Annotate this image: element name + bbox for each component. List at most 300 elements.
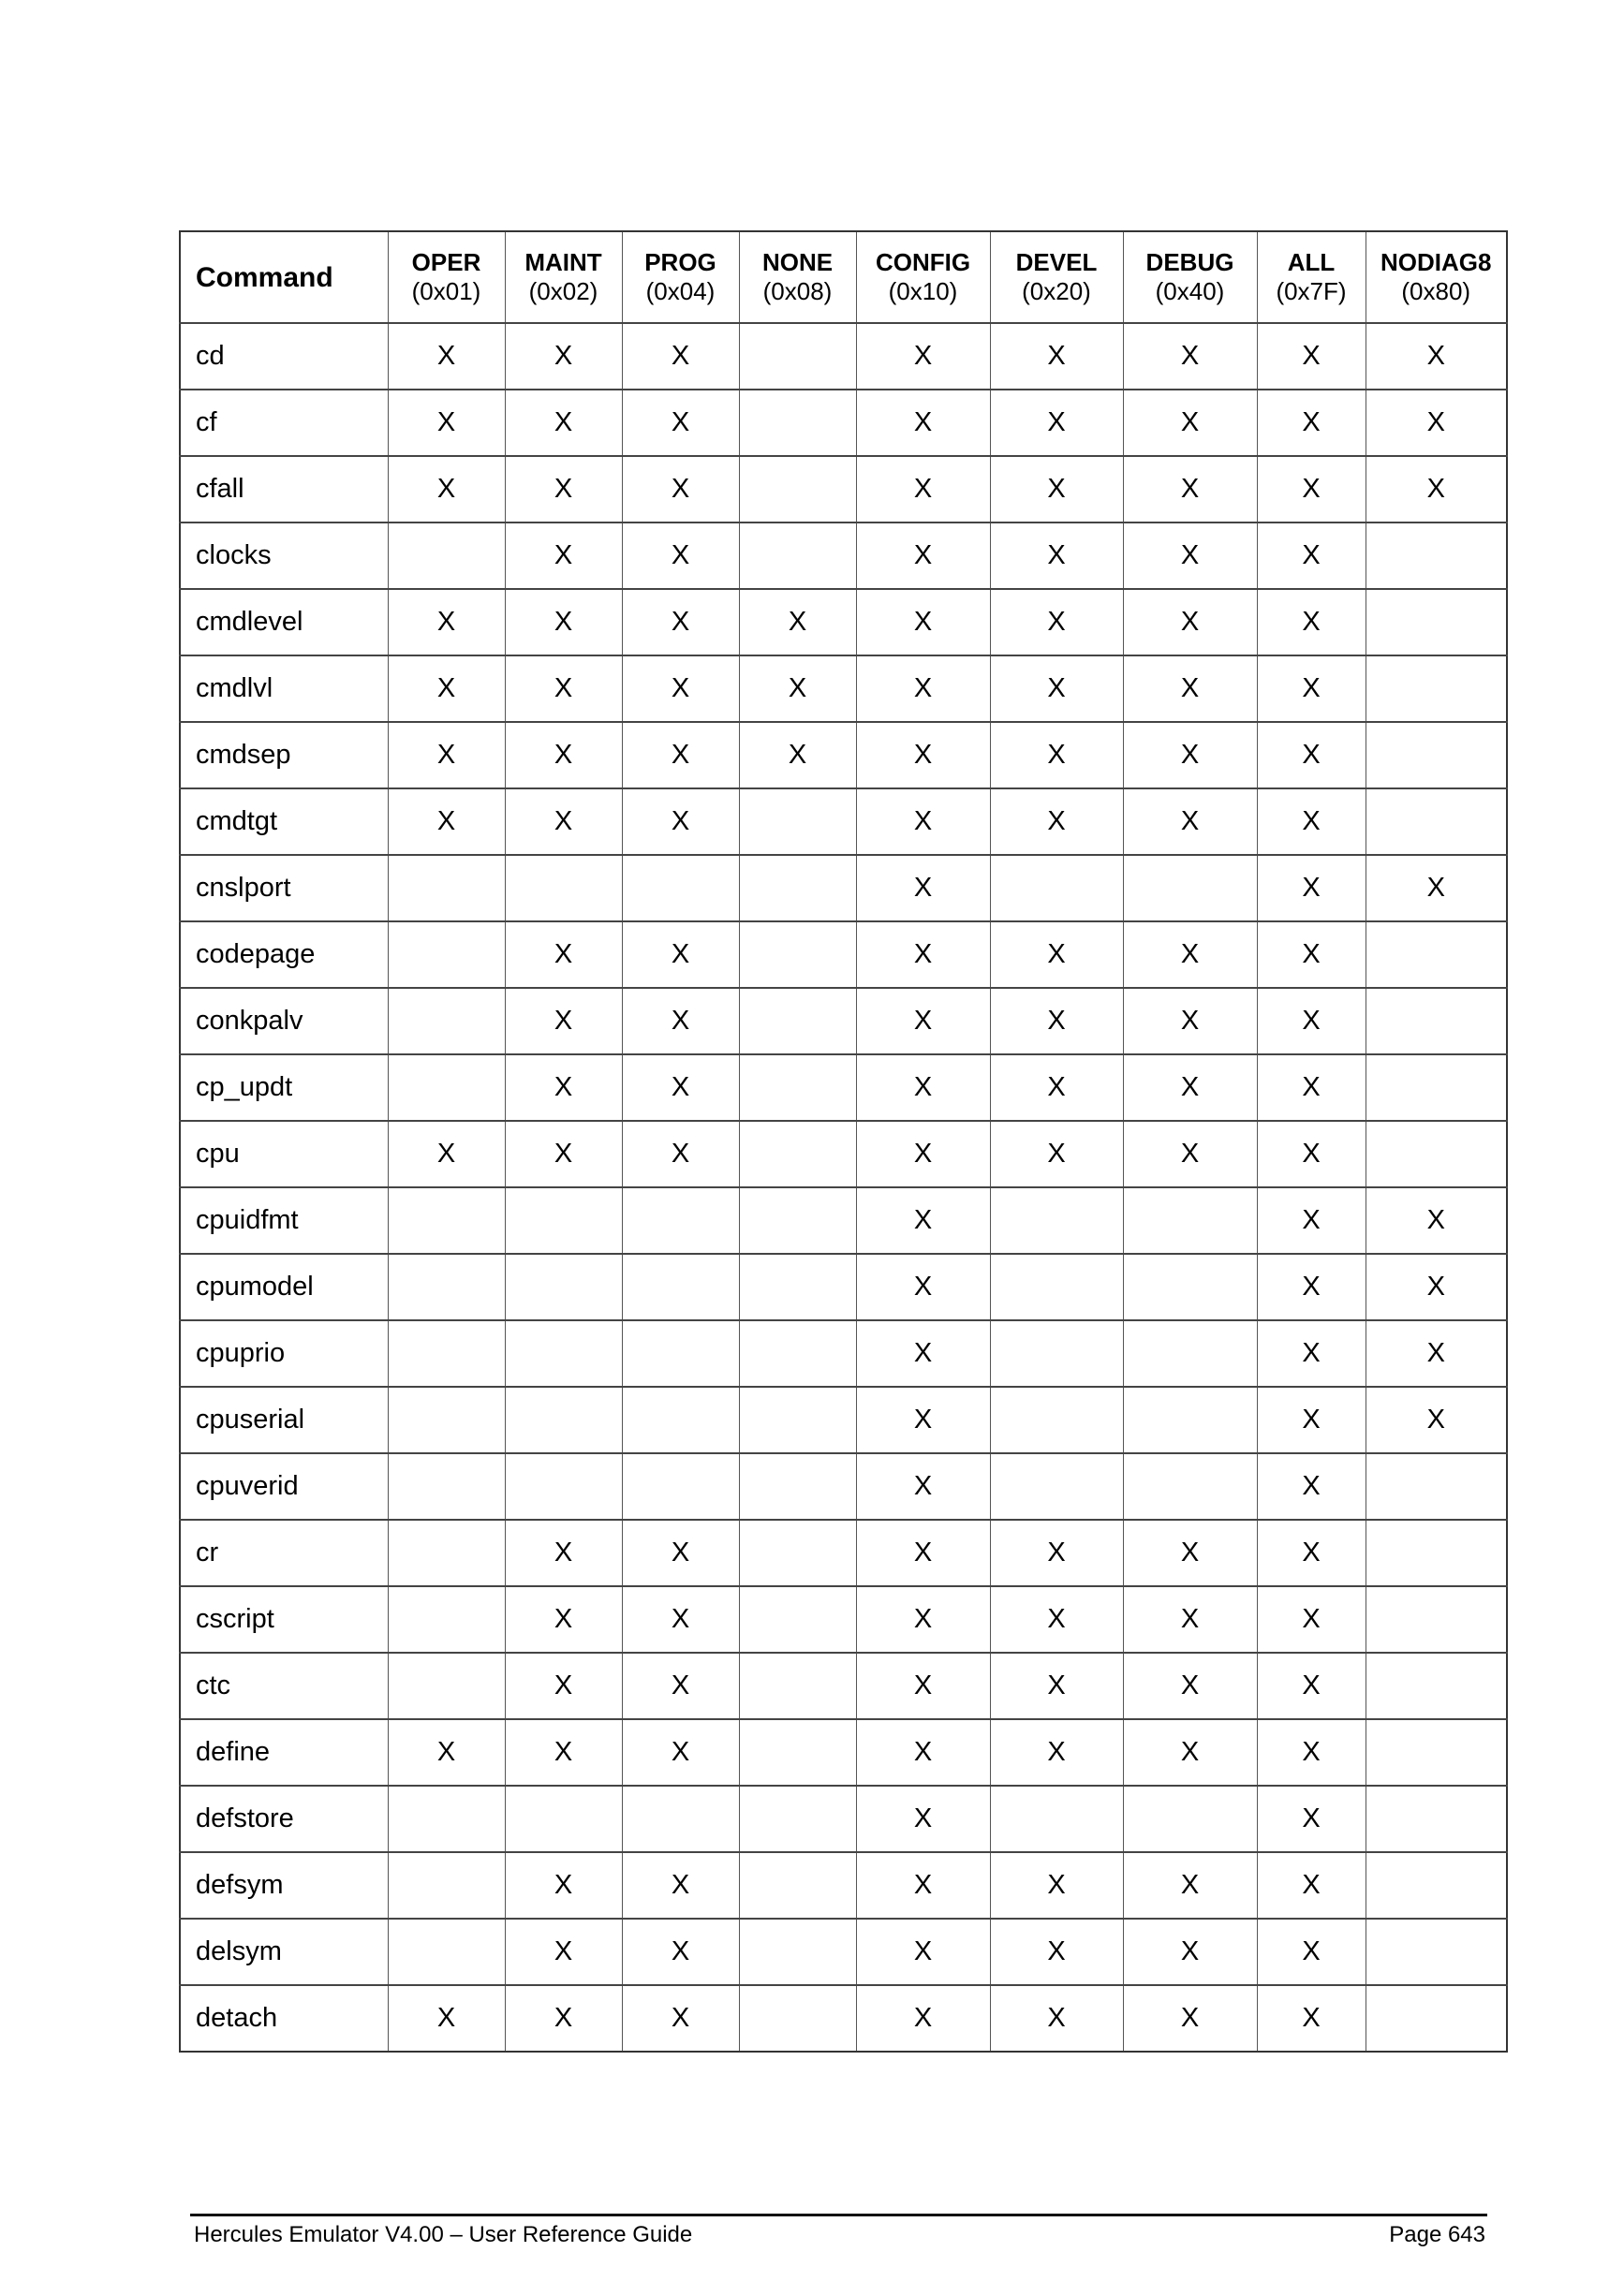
level-cell-prog	[622, 1786, 739, 1852]
level-cell-config: X	[856, 1985, 990, 2052]
level-cell-devel: X	[990, 988, 1123, 1054]
level-cell-prog: X	[622, 1919, 739, 1985]
level-cell-maint: X	[505, 921, 622, 988]
level-cell-config: X	[856, 456, 990, 522]
level-cell-maint: X	[505, 988, 622, 1054]
level-cell-maint: X	[505, 390, 622, 456]
level-cell-debug: X	[1123, 522, 1257, 589]
level-cell-debug: X	[1123, 1121, 1257, 1187]
level-cell-none	[739, 456, 856, 522]
level-cell-maint: X	[505, 1653, 622, 1719]
level-cell-config: X	[856, 1919, 990, 1985]
level-cell-prog: X	[622, 1054, 739, 1121]
level-cell-nodiag8	[1366, 788, 1507, 855]
level-column-header-prog	[622, 231, 739, 323]
level-cell-prog: X	[622, 655, 739, 722]
level-cell-all: X	[1257, 722, 1366, 788]
level-cell-oper	[388, 1852, 505, 1919]
level-cell-debug	[1123, 1786, 1257, 1852]
level-cell-devel: X	[990, 921, 1123, 988]
level-cell-prog: X	[622, 390, 739, 456]
level-cell-nodiag8	[1366, 1852, 1507, 1919]
level-cell-nodiag8: X	[1366, 456, 1507, 522]
table-row	[180, 1453, 1507, 1520]
level-cell-all: X	[1257, 1919, 1366, 1985]
level-cell-nodiag8	[1366, 1453, 1507, 1520]
footer-divider	[190, 2214, 1487, 2216]
level-cell-config: X	[856, 855, 990, 921]
level-cell-oper	[388, 1919, 505, 1985]
level-cell-debug: X	[1123, 323, 1257, 390]
command-name: cpumodel	[180, 1254, 388, 1320]
table-row	[180, 1054, 1507, 1121]
level-cell-maint	[505, 1453, 622, 1520]
level-cell-debug: X	[1123, 456, 1257, 522]
table-row	[180, 788, 1507, 855]
level-code: (0x40)	[1155, 277, 1225, 305]
level-name: NODIAG8	[1380, 248, 1492, 276]
level-cell-config: X	[856, 1453, 990, 1520]
table-row	[180, 1985, 1507, 2052]
level-cell-all: X	[1257, 1453, 1366, 1520]
level-cell-config: X	[856, 1187, 990, 1254]
level-cell-nodiag8: X	[1366, 1187, 1507, 1254]
level-cell-maint	[505, 1387, 622, 1453]
level-cell-config: X	[856, 1719, 990, 1786]
command-name: cr	[180, 1520, 388, 1586]
level-cell-nodiag8	[1366, 722, 1507, 788]
command-name: cpuserial	[180, 1387, 388, 1453]
command-name: codepage	[180, 921, 388, 988]
level-cell-config: X	[856, 788, 990, 855]
level-cell-none	[739, 1586, 856, 1653]
command-name: cnslport	[180, 855, 388, 921]
level-cell-none	[739, 1187, 856, 1254]
level-name: OPER	[411, 248, 481, 276]
level-cell-oper	[388, 988, 505, 1054]
table-row	[180, 522, 1507, 589]
table-body	[180, 323, 1507, 2052]
table-row	[180, 456, 1507, 522]
level-cell-config: X	[856, 1786, 990, 1852]
level-name: MAINT	[524, 248, 602, 276]
level-cell-config: X	[856, 390, 990, 456]
level-cell-nodiag8: X	[1366, 855, 1507, 921]
level-name: PROG	[644, 248, 716, 276]
level-cell-all: X	[1257, 1520, 1366, 1586]
level-code: (0x10)	[888, 277, 958, 305]
level-cell-none	[739, 1254, 856, 1320]
level-cell-maint: X	[505, 323, 622, 390]
table-row	[180, 855, 1507, 921]
level-cell-debug: X	[1123, 655, 1257, 722]
level-cell-debug: X	[1123, 722, 1257, 788]
level-cell-devel: X	[990, 522, 1123, 589]
command-name: cpuidfmt	[180, 1187, 388, 1254]
level-cell-devel: X	[990, 1985, 1123, 2052]
level-column-header-none	[739, 231, 856, 323]
level-cell-nodiag8	[1366, 988, 1507, 1054]
level-cell-prog	[622, 1254, 739, 1320]
level-cell-none	[739, 1054, 856, 1121]
level-cell-nodiag8	[1366, 1121, 1507, 1187]
level-cell-none: X	[739, 589, 856, 655]
level-cell-debug: X	[1123, 1719, 1257, 1786]
level-cell-prog: X	[622, 1719, 739, 1786]
level-cell-all: X	[1257, 655, 1366, 722]
level-cell-debug	[1123, 1254, 1257, 1320]
level-cell-maint: X	[505, 1985, 622, 2052]
level-cell-config: X	[856, 522, 990, 589]
level-cell-config: X	[856, 1054, 990, 1121]
level-cell-none	[739, 1919, 856, 1985]
table-row	[180, 1586, 1507, 1653]
command-name: cmdsep	[180, 722, 388, 788]
level-column-header-all	[1257, 231, 1366, 323]
level-code: (0x20)	[1022, 277, 1091, 305]
level-cell-all: X	[1257, 1852, 1366, 1919]
level-cell-oper: X	[388, 589, 505, 655]
level-cell-prog: X	[622, 722, 739, 788]
level-cell-config: X	[856, 323, 990, 390]
command-name: cpu	[180, 1121, 388, 1187]
level-cell-maint: X	[505, 788, 622, 855]
table-row	[180, 655, 1507, 722]
level-cell-none	[739, 1320, 856, 1387]
level-cell-maint: X	[505, 1719, 622, 1786]
level-cell-nodiag8: X	[1366, 390, 1507, 456]
level-cell-config: X	[856, 722, 990, 788]
level-cell-debug: X	[1123, 1054, 1257, 1121]
level-cell-maint	[505, 1187, 622, 1254]
level-cell-prog: X	[622, 788, 739, 855]
level-cell-all: X	[1257, 988, 1366, 1054]
level-cell-none: X	[739, 722, 856, 788]
level-cell-none	[739, 522, 856, 589]
level-cell-all: X	[1257, 1786, 1366, 1852]
level-cell-devel: X	[990, 722, 1123, 788]
table-row	[180, 589, 1507, 655]
command-name: cd	[180, 323, 388, 390]
level-cell-debug	[1123, 1320, 1257, 1387]
command-name: define	[180, 1719, 388, 1786]
table-header-row	[180, 231, 1507, 323]
command-level-table	[179, 230, 1508, 2053]
level-cell-config: X	[856, 655, 990, 722]
level-cell-debug: X	[1123, 1586, 1257, 1653]
level-code: (0x08)	[762, 277, 833, 305]
level-cell-all: X	[1257, 1054, 1366, 1121]
level-cell-config: X	[856, 1586, 990, 1653]
level-cell-oper	[388, 1520, 505, 1586]
level-cell-none	[739, 1852, 856, 1919]
page-number: Page 643	[1389, 2222, 1485, 2247]
level-cell-prog: X	[622, 522, 739, 589]
command-column-header: Command	[180, 231, 388, 323]
command-name: ctc	[180, 1653, 388, 1719]
level-cell-debug: X	[1123, 589, 1257, 655]
level-code: (0x01)	[411, 277, 481, 305]
level-cell-maint: X	[505, 1919, 622, 1985]
level-cell-prog	[622, 1387, 739, 1453]
level-name: CONFIG	[875, 248, 971, 276]
level-column-header-config	[856, 231, 990, 323]
table-row	[180, 1387, 1507, 1453]
level-cell-oper	[388, 855, 505, 921]
level-cell-devel	[990, 855, 1123, 921]
table-row	[180, 1320, 1507, 1387]
level-cell-nodiag8: X	[1366, 1254, 1507, 1320]
level-cell-config: X	[856, 1121, 990, 1187]
level-cell-nodiag8	[1366, 1520, 1507, 1586]
level-cell-prog: X	[622, 323, 739, 390]
level-cell-prog	[622, 1320, 739, 1387]
level-cell-debug: X	[1123, 788, 1257, 855]
level-cell-all: X	[1257, 1586, 1366, 1653]
command-name: cpuprio	[180, 1320, 388, 1387]
level-cell-debug	[1123, 1453, 1257, 1520]
level-cell-none	[739, 1453, 856, 1520]
level-cell-maint: X	[505, 655, 622, 722]
level-cell-debug: X	[1123, 390, 1257, 456]
command-name: cmdlvl	[180, 655, 388, 722]
level-cell-debug: X	[1123, 1985, 1257, 2052]
level-cell-maint: X	[505, 522, 622, 589]
level-name: ALL	[1287, 248, 1336, 276]
level-cell-all: X	[1257, 390, 1366, 456]
level-cell-config: X	[856, 1254, 990, 1320]
level-cell-devel	[990, 1254, 1123, 1320]
level-cell-prog: X	[622, 988, 739, 1054]
table-row	[180, 1786, 1507, 1852]
level-cell-all: X	[1257, 323, 1366, 390]
level-cell-config: X	[856, 1320, 990, 1387]
command-name: cpuverid	[180, 1453, 388, 1520]
level-cell-all: X	[1257, 855, 1366, 921]
level-cell-devel	[990, 1786, 1123, 1852]
table-row	[180, 1254, 1507, 1320]
level-cell-none	[739, 1719, 856, 1786]
level-cell-oper	[388, 1453, 505, 1520]
level-cell-oper	[388, 1254, 505, 1320]
table-row	[180, 1919, 1507, 1985]
level-cell-devel: X	[990, 1852, 1123, 1919]
level-cell-devel: X	[990, 1054, 1123, 1121]
table-row	[180, 1719, 1507, 1786]
level-cell-config: X	[856, 1653, 990, 1719]
level-cell-none	[739, 1121, 856, 1187]
level-cell-maint: X	[505, 722, 622, 788]
table-row	[180, 988, 1507, 1054]
level-cell-maint	[505, 1320, 622, 1387]
level-cell-none	[739, 1786, 856, 1852]
table-row	[180, 921, 1507, 988]
level-cell-oper	[388, 522, 505, 589]
level-cell-oper: X	[388, 390, 505, 456]
level-cell-nodiag8	[1366, 1054, 1507, 1121]
level-cell-none	[739, 788, 856, 855]
command-name: delsym	[180, 1919, 388, 1985]
level-cell-devel: X	[990, 456, 1123, 522]
command-name: cfall	[180, 456, 388, 522]
level-code: (0x7F)	[1276, 277, 1347, 305]
table-row	[180, 1520, 1507, 1586]
table-row	[180, 1653, 1507, 1719]
table-row	[180, 390, 1507, 456]
level-column-header-debug	[1123, 231, 1257, 323]
level-cell-all: X	[1257, 589, 1366, 655]
level-cell-maint: X	[505, 1586, 622, 1653]
level-cell-none	[739, 1653, 856, 1719]
level-cell-config: X	[856, 921, 990, 988]
level-cell-nodiag8	[1366, 655, 1507, 722]
level-cell-all: X	[1257, 788, 1366, 855]
command-name: cp_updt	[180, 1054, 388, 1121]
command-name: clocks	[180, 522, 388, 589]
level-cell-all: X	[1257, 1320, 1366, 1387]
command-name: defstore	[180, 1786, 388, 1852]
level-cell-prog: X	[622, 1121, 739, 1187]
level-cell-devel: X	[990, 323, 1123, 390]
level-cell-none	[739, 1985, 856, 2052]
level-cell-devel	[990, 1187, 1123, 1254]
level-cell-all: X	[1257, 522, 1366, 589]
level-cell-nodiag8	[1366, 921, 1507, 988]
level-column-header-maint	[505, 231, 622, 323]
level-cell-prog	[622, 1187, 739, 1254]
level-cell-all: X	[1257, 1719, 1366, 1786]
level-cell-config: X	[856, 1852, 990, 1919]
level-cell-oper	[388, 1586, 505, 1653]
level-cell-prog	[622, 1453, 739, 1520]
command-name: detach	[180, 1985, 388, 2052]
table-row	[180, 1852, 1507, 1919]
level-cell-debug: X	[1123, 1520, 1257, 1586]
level-column-header-devel	[990, 231, 1123, 323]
level-cell-oper	[388, 1786, 505, 1852]
level-cell-none	[739, 1387, 856, 1453]
level-code: (0x80)	[1401, 277, 1471, 305]
level-cell-none	[739, 988, 856, 1054]
level-cell-prog: X	[622, 1520, 739, 1586]
level-cell-prog: X	[622, 589, 739, 655]
level-cell-maint: X	[505, 1054, 622, 1121]
level-cell-maint: X	[505, 1121, 622, 1187]
level-cell-maint	[505, 1786, 622, 1852]
level-cell-oper: X	[388, 323, 505, 390]
level-cell-devel: X	[990, 1719, 1123, 1786]
level-cell-oper: X	[388, 1985, 505, 2052]
level-cell-devel	[990, 1387, 1123, 1453]
level-cell-prog: X	[622, 921, 739, 988]
command-name: cf	[180, 390, 388, 456]
level-cell-oper	[388, 921, 505, 988]
level-cell-devel	[990, 1453, 1123, 1520]
table-row	[180, 323, 1507, 390]
command-name: cmdtgt	[180, 788, 388, 855]
command-name: cscript	[180, 1586, 388, 1653]
level-cell-debug: X	[1123, 921, 1257, 988]
level-cell-nodiag8: X	[1366, 1320, 1507, 1387]
level-cell-oper	[388, 1187, 505, 1254]
level-cell-nodiag8	[1366, 1719, 1507, 1786]
level-cell-debug: X	[1123, 1653, 1257, 1719]
level-cell-debug: X	[1123, 1852, 1257, 1919]
level-cell-oper	[388, 1387, 505, 1453]
level-cell-devel: X	[990, 1919, 1123, 1985]
level-cell-devel	[990, 1320, 1123, 1387]
level-cell-maint: X	[505, 589, 622, 655]
level-cell-oper: X	[388, 788, 505, 855]
level-cell-maint: X	[505, 456, 622, 522]
level-cell-config: X	[856, 1387, 990, 1453]
table-row	[180, 1121, 1507, 1187]
level-cell-oper: X	[388, 1121, 505, 1187]
level-cell-nodiag8	[1366, 1586, 1507, 1653]
level-cell-nodiag8	[1366, 522, 1507, 589]
level-cell-devel: X	[990, 1520, 1123, 1586]
level-cell-nodiag8	[1366, 1653, 1507, 1719]
level-cell-prog: X	[622, 1586, 739, 1653]
level-cell-oper	[388, 1320, 505, 1387]
level-cell-oper: X	[388, 655, 505, 722]
level-cell-devel: X	[990, 1121, 1123, 1187]
level-cell-all: X	[1257, 456, 1366, 522]
level-cell-maint	[505, 1254, 622, 1320]
level-cell-prog: X	[622, 1852, 739, 1919]
level-cell-nodiag8	[1366, 1985, 1507, 2052]
level-column-header-oper	[388, 231, 505, 323]
level-cell-all: X	[1257, 921, 1366, 988]
level-name: DEVEL	[1015, 248, 1098, 276]
level-cell-config: X	[856, 1520, 990, 1586]
level-cell-oper: X	[388, 1719, 505, 1786]
level-cell-nodiag8: X	[1366, 323, 1507, 390]
level-cell-all: X	[1257, 1254, 1366, 1320]
level-cell-devel: X	[990, 589, 1123, 655]
level-cell-prog: X	[622, 456, 739, 522]
level-cell-debug	[1123, 1387, 1257, 1453]
level-cell-prog: X	[622, 1653, 739, 1719]
level-cell-maint: X	[505, 1852, 622, 1919]
level-cell-all: X	[1257, 1985, 1366, 2052]
level-cell-none	[739, 855, 856, 921]
level-name: NONE	[761, 248, 834, 276]
table-row	[180, 722, 1507, 788]
level-cell-debug	[1123, 1187, 1257, 1254]
level-cell-nodiag8: X	[1366, 1387, 1507, 1453]
level-cell-all: X	[1257, 1387, 1366, 1453]
level-cell-oper: X	[388, 456, 505, 522]
level-cell-devel: X	[990, 1586, 1123, 1653]
level-column-header-nodiag8	[1366, 231, 1507, 323]
level-cell-devel: X	[990, 655, 1123, 722]
level-cell-devel: X	[990, 788, 1123, 855]
table-row	[180, 1187, 1507, 1254]
level-cell-nodiag8	[1366, 1786, 1507, 1852]
command-name: defsym	[180, 1852, 388, 1919]
level-cell-maint: X	[505, 1520, 622, 1586]
level-cell-none	[739, 921, 856, 988]
level-cell-oper	[388, 1653, 505, 1719]
level-cell-devel: X	[990, 1653, 1123, 1719]
level-cell-all: X	[1257, 1653, 1366, 1719]
level-cell-all: X	[1257, 1121, 1366, 1187]
command-name: conkpalv	[180, 988, 388, 1054]
level-cell-nodiag8	[1366, 1919, 1507, 1985]
level-cell-config: X	[856, 589, 990, 655]
level-cell-all: X	[1257, 1187, 1366, 1254]
